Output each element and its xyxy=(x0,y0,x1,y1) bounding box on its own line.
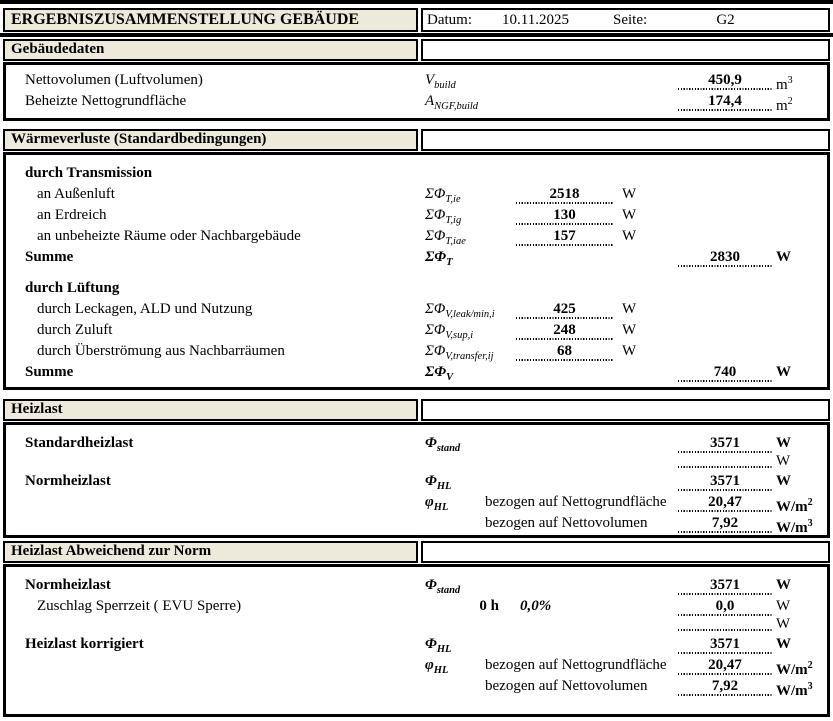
row-label: Normheizlast xyxy=(25,473,111,489)
group-heading: durch Transmission xyxy=(25,165,153,181)
sum-row xyxy=(6,362,827,383)
section-header-waermeverluste xyxy=(3,129,418,151)
table-row xyxy=(6,433,827,454)
symbol-sigma-phi: $\Sigma\Phi_{T,iae}$ xyxy=(425,228,466,247)
value-field: 425 xyxy=(516,300,613,319)
section-body-abweichend xyxy=(3,564,830,717)
blank-row xyxy=(6,616,827,633)
page-number: G2 xyxy=(716,12,735,28)
unit-label: W xyxy=(622,207,637,223)
section-title: Gebäudedaten xyxy=(11,41,105,57)
unit-label: W xyxy=(776,435,791,451)
symbol-sigma-phi-t: $\Sigma\Phi_T$ xyxy=(425,249,453,268)
symbol-phi-specific: $\varphi_{HL}$ xyxy=(425,657,449,676)
unit-label: W xyxy=(776,598,791,614)
sum-value-field: 740 xyxy=(678,363,772,382)
blocking-hours: 0 h xyxy=(479,598,499,614)
table-row xyxy=(6,655,827,676)
value-field: 20,47 xyxy=(678,656,772,675)
symbol-phi-hl: $\Phi_{HL}$ xyxy=(425,636,452,655)
table-row xyxy=(6,676,827,697)
unit-label: $W/m^3$ xyxy=(776,681,813,699)
value-field: 248 xyxy=(516,321,613,340)
table-row xyxy=(6,575,827,596)
report-title-cell xyxy=(3,8,418,32)
group-heading-row xyxy=(6,278,827,299)
unit-label: W xyxy=(776,364,791,380)
row-label: Nettovolumen (Luftvolumen) xyxy=(25,72,203,88)
section-body-heizlast xyxy=(3,422,830,538)
section-title: Heizlast Abweichend zur Norm xyxy=(11,543,212,559)
table-row xyxy=(6,184,827,205)
reference-label: bezogen auf Nettovolumen xyxy=(485,678,648,694)
value-field: 2518 xyxy=(516,185,613,204)
section-title: Wärmeverluste (Standardbedingungen) xyxy=(11,131,267,147)
symbol-v-build: $V_{build}$ xyxy=(425,72,456,91)
blocking-percent: 0,0% xyxy=(520,598,552,614)
unit-label: $W/m^3$ xyxy=(776,518,813,536)
value-field: 3571 xyxy=(678,576,772,595)
symbol-phi-specific: $\varphi_{HL}$ xyxy=(425,494,449,513)
symbol-sigma-phi: $\Sigma\Phi_{V,transfer,ij}$ xyxy=(425,343,494,362)
unit-label: W xyxy=(622,322,637,338)
table-row xyxy=(6,91,827,112)
symbol-phi-stand: $\Phi_{stand}$ xyxy=(425,577,461,596)
row-label: Beheizte Nettogrundfläche xyxy=(25,93,187,109)
value-field: 0,0 xyxy=(678,597,772,616)
report-meta-cell xyxy=(421,8,830,32)
value-field: 130 xyxy=(516,206,613,225)
table-row xyxy=(6,299,827,320)
section-body-gebaeudedaten xyxy=(3,62,830,121)
value-field: 450,9 xyxy=(678,71,772,90)
value-field: 3571 xyxy=(678,434,772,453)
section-header-spacer xyxy=(421,39,830,61)
sum-row xyxy=(6,247,827,268)
empty-value-field xyxy=(678,616,772,631)
table-row xyxy=(6,596,827,617)
reference-label: bezogen auf Nettovolumen xyxy=(485,515,648,531)
unit-label: W xyxy=(622,228,637,244)
symbol-sigma-phi: $\Sigma\Phi_{V,sup,i}$ xyxy=(425,322,474,341)
symbol-phi-stand: $\Phi_{stand}$ xyxy=(425,435,461,454)
unit-label: W xyxy=(776,249,791,265)
table-row xyxy=(6,226,827,247)
section-header-spacer xyxy=(421,399,830,421)
section-header-spacer xyxy=(421,129,830,151)
reference-label: bezogen auf Nettogrundfläche xyxy=(485,494,667,510)
unit-label: W xyxy=(776,577,791,593)
unit-label: W xyxy=(776,453,791,469)
symbol-sigma-phi: $\Sigma\Phi_{V,leak/min,i}$ xyxy=(425,301,495,320)
table-row xyxy=(6,634,827,655)
unit-label: W xyxy=(776,616,791,632)
section-body-waermeverluste xyxy=(3,152,830,390)
value-field: 7,92 xyxy=(678,514,772,533)
date-value: 10.11.2025 xyxy=(502,12,569,28)
sum-label: Summe xyxy=(25,249,74,265)
page-label: Seite: xyxy=(613,12,648,28)
unit-label: W xyxy=(776,473,791,489)
value-field: 174,4 xyxy=(678,92,772,111)
symbol-sigma-phi: $\Sigma\Phi_{T,ig}$ xyxy=(425,207,462,226)
unit-label: $m^3$ xyxy=(776,75,793,93)
row-label: an Außenluft xyxy=(37,186,115,202)
report-title: ERGEBNISZUSAMMENSTELLUNG GEBÄUDE xyxy=(11,11,360,28)
section-header-heizlast xyxy=(3,399,418,421)
group-heading-row xyxy=(6,163,827,184)
value-field: 20,47 xyxy=(678,493,772,512)
unit-label: $W/m^2$ xyxy=(776,660,813,678)
row-label: an Erdreich xyxy=(37,207,107,223)
unit-label: W xyxy=(622,186,637,202)
sum-label: Summe xyxy=(25,364,74,380)
unit-label: $W/m^2$ xyxy=(776,497,813,515)
row-label: Heizlast korrigiert xyxy=(25,636,144,652)
table-row xyxy=(6,492,827,513)
row-label: Zuschlag Sperrzeit ( EVU Sperre) xyxy=(37,598,242,614)
top-rule xyxy=(0,0,833,4)
blank-row xyxy=(6,453,827,470)
row-label: an unbeheizte Räume oder Nachbargebäude xyxy=(37,228,301,244)
symbol-phi-hl: $\Phi_{HL}$ xyxy=(425,473,452,492)
value-field: 157 xyxy=(516,227,613,246)
value-field: 68 xyxy=(516,342,613,361)
row-label: Standardheizlast xyxy=(25,435,134,451)
section-header-abweichend xyxy=(3,541,418,563)
table-row xyxy=(6,471,827,492)
unit-label: W xyxy=(776,636,791,652)
value-field: 3571 xyxy=(678,472,772,491)
symbol-sigma-phi-v: $\Sigma\Phi_V$ xyxy=(425,364,454,383)
empty-value-field xyxy=(678,453,772,468)
section-title: Heizlast xyxy=(11,401,63,417)
row-label: durch Zuluft xyxy=(37,322,113,338)
value-field: 3571 xyxy=(678,635,772,654)
row-label: Normheizlast xyxy=(25,577,111,593)
table-row xyxy=(6,341,827,362)
unit-label: W xyxy=(622,301,637,317)
date-label: Datum: xyxy=(427,12,472,28)
section-header-spacer xyxy=(421,541,830,563)
symbol-a-ngf: $A_{NGF,build}$ xyxy=(425,93,479,112)
unit-label: $m^2$ xyxy=(776,96,793,114)
symbol-sigma-phi: $\Sigma\Phi_{T,ie}$ xyxy=(425,186,461,205)
table-row xyxy=(6,205,827,226)
section-header-gebaeudedaten xyxy=(3,39,418,61)
header-rule xyxy=(0,33,833,37)
reference-label: bezogen auf Nettogrundfläche xyxy=(485,657,667,673)
row-label: durch Überströmung aus Nachbarräumen xyxy=(37,343,285,359)
table-row xyxy=(6,513,827,534)
sum-value-field: 2830 xyxy=(678,248,772,267)
value-field: 7,92 xyxy=(678,677,772,696)
table-row xyxy=(6,70,827,91)
row-label: durch Leckagen, ALD und Nutzung xyxy=(37,301,253,317)
table-row xyxy=(6,320,827,341)
unit-label: W xyxy=(622,343,637,359)
group-heading: durch Lüftung xyxy=(25,280,120,296)
